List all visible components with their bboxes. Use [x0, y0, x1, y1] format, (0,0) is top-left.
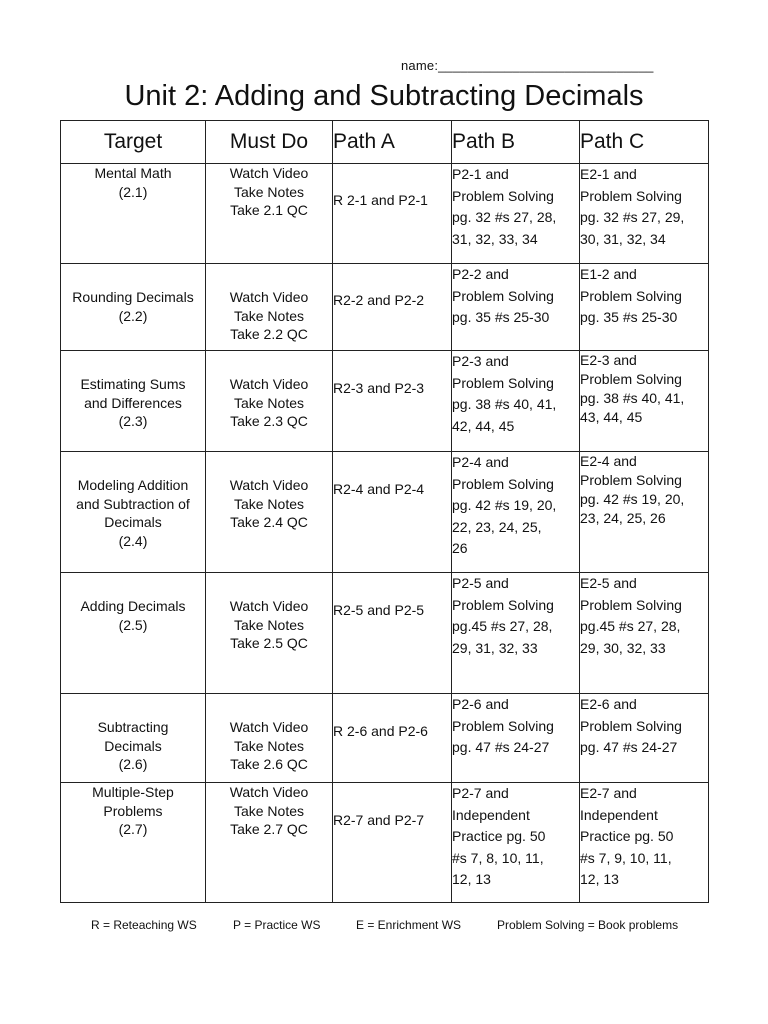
- path-b-text: Practice pg. 50: [452, 828, 546, 844]
- path-a-cell: [333, 694, 452, 783]
- target-text: Modeling Addition: [77, 477, 189, 493]
- column-header-path-c: Path C: [580, 121, 709, 164]
- path-b-text: 42, 44, 45: [452, 417, 515, 434]
- path-b-text: Problem Solving: [452, 374, 554, 391]
- path-b-text: pg. 32 #s 27, 28,: [452, 209, 557, 225]
- path-c-text: pg. 42 #s 19, 20,: [580, 491, 685, 507]
- path-b-text: Independent: [452, 806, 530, 823]
- target-cell: [61, 351, 206, 452]
- must-do-text: Take Notes: [233, 737, 305, 754]
- legend-problem-solving: Problem Solving = Book problems: [497, 918, 679, 932]
- path-c-text: #s 7, 9, 10, 11,: [580, 849, 672, 866]
- name-field: name:_____________________________: [401, 58, 654, 73]
- must-do-text: Take 2.2 QC: [230, 326, 308, 342]
- legend-enrichment: E = Enrichment WS: [356, 918, 462, 932]
- path-b-cell: [452, 573, 580, 694]
- path-a-text: R2-7 and P2-7: [333, 812, 425, 828]
- path-c-cell: [580, 573, 709, 694]
- target-code: (2.3): [118, 413, 148, 429]
- column-header-path-b: Path B: [452, 121, 580, 164]
- target-code: (2.5): [118, 616, 148, 633]
- target-cell: [61, 264, 206, 351]
- table-row: [61, 694, 709, 783]
- must-do-text: Take Notes: [233, 802, 305, 819]
- target-cell: [61, 164, 206, 264]
- legend-reteaching: R = Reteaching WS: [91, 918, 197, 932]
- path-a-text: R2-3 and P2-3: [333, 380, 425, 396]
- path-c-text: pg.45 #s 27, 28,: [580, 618, 681, 634]
- must-do-text: Take 2.1 QC: [230, 202, 308, 218]
- path-c-cell: [580, 694, 709, 783]
- path-c-text: 12, 13: [580, 871, 619, 887]
- path-b-text: Problem Solving: [452, 717, 554, 734]
- must-do-text: Take 2.6 QC: [230, 756, 308, 772]
- path-c-text: E2-1 and: [580, 166, 637, 182]
- path-c-text: Problem Solving: [580, 187, 682, 204]
- path-b-cell: [452, 351, 580, 452]
- table-row: [61, 452, 709, 573]
- must-do-text: Take 2.7 QC: [230, 821, 308, 837]
- path-b-text: #s 7, 8, 10, 11,: [452, 849, 544, 866]
- path-b-cell: [452, 452, 580, 573]
- path-b-text: P2-3 and: [452, 353, 509, 369]
- target-cell: [61, 573, 206, 694]
- path-b-text: pg. 38 #s 40, 41,: [452, 396, 557, 412]
- path-c-text: 29, 30, 32, 33: [580, 639, 666, 656]
- path-b-text: 22, 23, 24, 25,: [452, 518, 542, 535]
- column-header-must-do: Must Do: [206, 121, 333, 164]
- must-do-text: Watch Video: [229, 719, 309, 735]
- must-do-text: Take 2.3 QC: [230, 413, 308, 429]
- table-row: [61, 783, 709, 903]
- target-text: Mental Math: [94, 165, 172, 181]
- target-text: Decimals: [104, 737, 162, 754]
- path-c-text: Problem Solving: [580, 717, 682, 734]
- path-c-text: 23, 24, 25, 26: [580, 510, 666, 526]
- target-text: Estimating Sums: [80, 376, 186, 392]
- path-c-text: E2-6 and: [580, 696, 637, 712]
- path-c-text: Problem Solving: [580, 371, 682, 387]
- path-b-text: Problem Solving: [452, 287, 554, 304]
- must-do-text: Take 2.5 QC: [230, 635, 308, 651]
- target-code: (2.4): [118, 532, 148, 549]
- must-do-text: Watch Video: [229, 376, 309, 392]
- column-header-path-a: Path A: [333, 121, 452, 164]
- path-b-text: 12, 13: [452, 871, 491, 887]
- path-b-text: P2-4 and: [452, 454, 509, 470]
- path-b-text: P2-7 and: [452, 785, 509, 801]
- path-a-text: R 2-6 and P2-6: [333, 723, 428, 739]
- path-a-text: R2-2 and P2-2: [333, 292, 425, 308]
- target-cell: [61, 783, 206, 903]
- path-c-cell: [580, 452, 709, 573]
- target-text: and Differences: [84, 394, 182, 411]
- header-row: [61, 121, 709, 164]
- path-c-text: E2-3 and: [580, 352, 637, 368]
- target-text: Adding Decimals: [80, 598, 186, 614]
- path-a-cell: [333, 452, 452, 573]
- table-row: [61, 351, 709, 452]
- path-b-text: P2-2 and: [452, 266, 509, 282]
- must-do-text: Watch Video: [229, 598, 309, 614]
- must-do-text: Watch Video: [229, 477, 309, 493]
- path-c-text: 43, 44, 45: [580, 409, 643, 425]
- target-code: (2.6): [118, 756, 148, 772]
- path-b-text: Problem Solving: [452, 475, 554, 492]
- target-text: Decimals: [104, 514, 162, 530]
- path-b-text: 31, 32, 33, 34: [452, 230, 538, 247]
- must-do-cell: [206, 783, 333, 903]
- path-a-text: R2-4 and P2-4: [333, 481, 425, 497]
- path-b-text: P2-5 and: [452, 575, 509, 591]
- target-code: (2.1): [118, 183, 148, 200]
- unit-plan-table: [60, 120, 709, 903]
- must-do-text: Take Notes: [233, 307, 305, 324]
- path-b-text: P2-6 and: [452, 696, 509, 712]
- column-header-target: Target: [61, 121, 206, 164]
- target-cell: [61, 452, 206, 573]
- path-c-text: E2-5 and: [580, 575, 637, 591]
- path-b-text: pg. 47 #s 24-27: [452, 739, 550, 755]
- table-row: [61, 164, 709, 264]
- path-c-text: Problem Solving: [580, 287, 682, 304]
- path-b-text: 26: [452, 540, 468, 556]
- path-c-cell: [580, 783, 709, 903]
- path-c-text: Problem Solving: [580, 596, 682, 613]
- table-row: [61, 264, 709, 351]
- must-do-text: Watch Video: [229, 165, 309, 181]
- must-do-cell: [206, 351, 333, 452]
- page-title: Unit 2: Adding and Subtracting Decimals: [124, 80, 644, 112]
- target-text: Problems: [103, 802, 163, 819]
- path-c-text: Problem Solving: [580, 472, 682, 488]
- path-a-text: R2-5 and P2-5: [333, 602, 425, 618]
- path-b-text: P2-1 and: [452, 166, 509, 182]
- target-code: (2.7): [118, 821, 148, 837]
- target-text: Rounding Decimals: [72, 289, 194, 305]
- path-c-text: Independent: [580, 806, 658, 823]
- path-c-cell: [580, 264, 709, 351]
- path-a-cell: [333, 573, 452, 694]
- must-do-text: Watch Video: [229, 289, 309, 305]
- path-b-cell: [452, 694, 580, 783]
- must-do-text: Take Notes: [233, 394, 305, 411]
- target-code: (2.2): [118, 307, 148, 324]
- path-b-cell: [452, 783, 580, 903]
- table-row: [61, 573, 709, 694]
- path-c-text: pg. 47 #s 24-27: [580, 739, 678, 755]
- must-do-text: Watch Video: [229, 784, 309, 800]
- path-c-text: E2-4 and: [580, 453, 637, 469]
- target-text: Subtracting: [97, 719, 169, 735]
- must-do-cell: [206, 264, 333, 351]
- must-do-text: Take 2.4 QC: [230, 514, 308, 530]
- must-do-cell: [206, 452, 333, 573]
- path-b-text: Problem Solving: [452, 596, 554, 613]
- path-c-text: pg. 38 #s 40, 41,: [580, 390, 685, 406]
- path-a-cell: [333, 164, 452, 264]
- target-text: Multiple-Step: [92, 784, 174, 800]
- path-c-cell: [580, 351, 709, 452]
- path-b-text: pg. 35 #s 25-30: [452, 309, 550, 325]
- must-do-text: Take Notes: [233, 616, 305, 633]
- path-b-text: 29, 31, 32, 33: [452, 639, 538, 656]
- path-b-text: Problem Solving: [452, 187, 554, 204]
- must-do-cell: [206, 164, 333, 264]
- path-a-cell: [333, 783, 452, 903]
- path-b-cell: [452, 264, 580, 351]
- path-a-cell: [333, 264, 452, 351]
- path-b-cell: [452, 164, 580, 264]
- path-c-text: Practice pg. 50: [580, 828, 674, 844]
- path-c-text: 30, 31, 32, 34: [580, 230, 666, 247]
- target-cell: [61, 694, 206, 783]
- legend-practice: P = Practice WS: [233, 918, 321, 932]
- path-b-text: pg. 42 #s 19, 20,: [452, 497, 557, 513]
- must-do-cell: [206, 694, 333, 783]
- path-c-text: pg. 32 #s 27, 29,: [580, 209, 685, 225]
- path-c-cell: [580, 164, 709, 264]
- must-do-text: Take Notes: [233, 495, 305, 512]
- must-do-cell: [206, 573, 333, 694]
- path-c-text: E1-2 and: [580, 266, 637, 282]
- path-c-text: pg. 35 #s 25-30: [580, 309, 678, 325]
- path-a-text: R 2-1 and P2-1: [333, 192, 428, 208]
- must-do-text: Take Notes: [233, 183, 305, 200]
- path-a-cell: [333, 351, 452, 452]
- target-text: and Subtraction of: [76, 495, 190, 512]
- path-c-text: E2-7 and: [580, 785, 637, 801]
- path-b-text: pg.45 #s 27, 28,: [452, 618, 553, 634]
